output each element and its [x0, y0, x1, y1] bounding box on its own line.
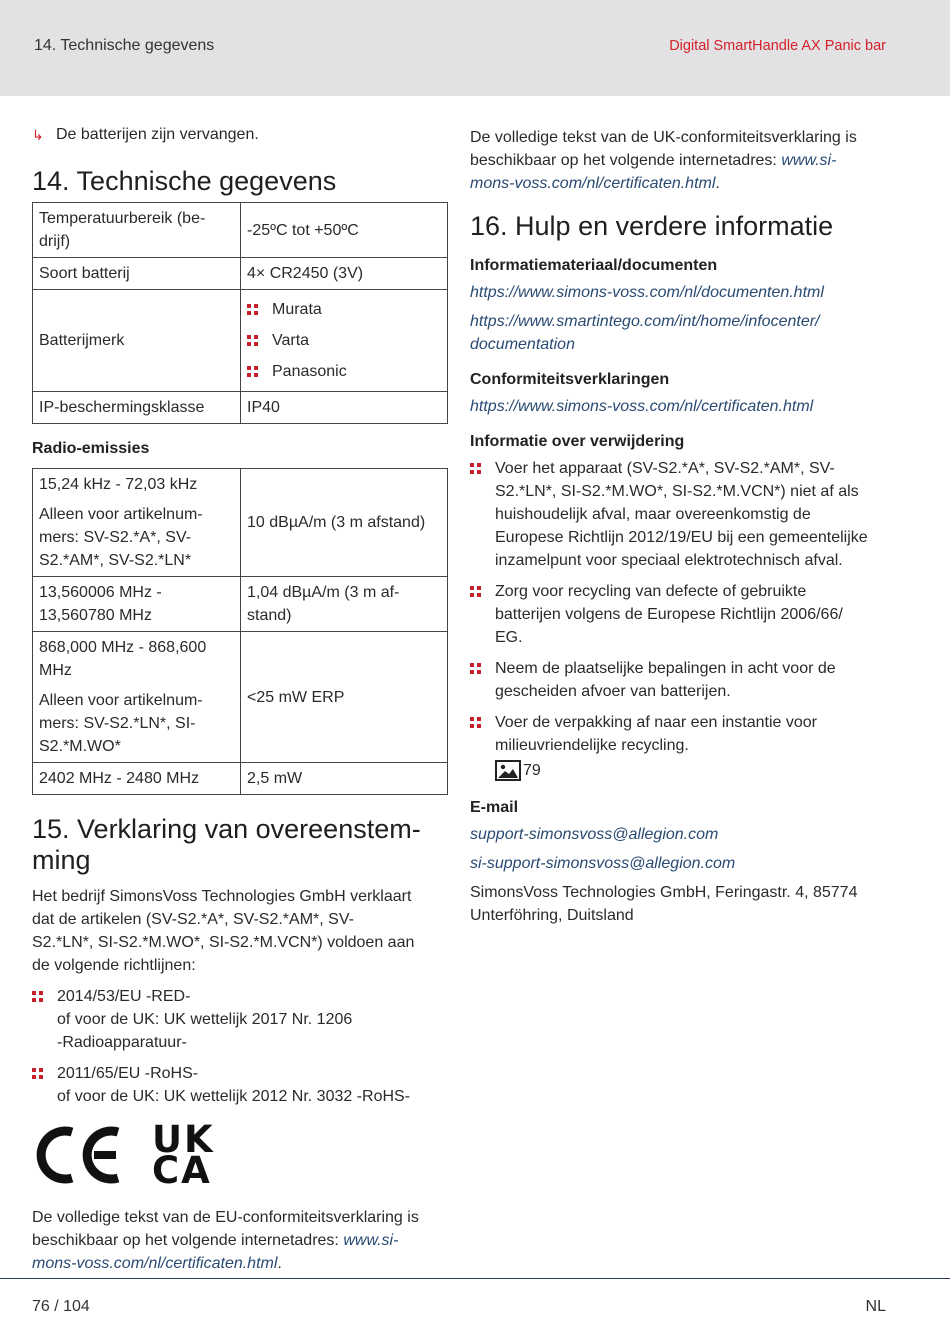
ukca-bottom: CA: [152, 1149, 212, 1192]
list-item: [247, 325, 441, 356]
image-reference-number: 79: [523, 762, 541, 779]
list-item: [247, 294, 441, 325]
image-reference[interactable]: [495, 759, 817, 782]
page-number: 76 / 104: [32, 1298, 90, 1315]
ce-mark-icon: [32, 1122, 124, 1188]
table-cell: 10 dBµA/m (3 m afstand): [241, 469, 448, 577]
text-line: 2014/53/EU -RED-: [57, 988, 191, 1005]
bullet-icon: [247, 335, 258, 346]
text-line: 2011/65/EU -RoHS-: [57, 1065, 199, 1082]
text-line: Neem de plaatselijke bepalingen in acht voor de: [495, 660, 836, 677]
list-item: [32, 1062, 448, 1108]
result-text: De batterijen zijn vervangen.: [56, 126, 259, 143]
eu-declaration-text: [32, 1206, 448, 1275]
header-product-name: Digital SmartHandle AX Panic bar: [669, 38, 886, 54]
table-row: [33, 392, 448, 424]
bullet-icon: [470, 463, 481, 474]
disposal-list: [470, 457, 890, 782]
table-cell: <25 mW ERP: [241, 632, 448, 763]
brand-name: Murata: [272, 301, 322, 318]
table-row: [33, 203, 448, 258]
radio-emissions-title: Radio-emissies: [32, 440, 150, 457]
article-note: Alleen voor artikelnum-: [39, 506, 203, 523]
table-row: [33, 258, 448, 290]
directive-list: [32, 985, 448, 1108]
table-cell: [241, 577, 448, 632]
list-item: [470, 657, 890, 703]
heading-help: 16. Hulp en verdere informatie: [470, 211, 834, 241]
page-header: [0, 0, 950, 96]
conformity-title: Conformiteitsverklaringen: [470, 371, 670, 388]
temp-label: Temperatuurbereik (be-: [39, 210, 206, 227]
article-note: S2.*M.WO*: [39, 738, 121, 755]
frequency-range: 13,560006 MHz -: [39, 584, 162, 601]
heading-technical-data: 14. Technische gegevens: [32, 166, 337, 196]
frequency-range: 868,000 MHz - 868,600: [39, 639, 207, 656]
text-line: S2.*LN*, SI-S2.*M.WO*, SI-S2.*M.VCN*) niet af als: [495, 483, 859, 500]
emission-value: 1,04 dBµA/m (3 m af-: [247, 584, 400, 601]
result-arrow-icon: ↳: [32, 126, 44, 143]
text-line: gescheiden afvoer van batterijen.: [495, 683, 731, 700]
table-row: [33, 469, 448, 577]
table-cell: [33, 632, 241, 763]
right-column: [470, 126, 890, 927]
table-cell: 4× CR2450 (3V): [241, 258, 448, 290]
si-support-email-link[interactable]: si-support-simonsvoss@allegion.com: [470, 855, 736, 872]
text-line: Voer de verpakking af naar een instantie voor: [495, 714, 817, 731]
text-line: S2.*LN*, SI-S2.*M.WO*, SI-S2.*M.VCN*) voldoen aan: [32, 934, 415, 951]
ukca-top: UK: [152, 1118, 215, 1161]
text-fragment: .: [277, 1255, 282, 1272]
text-line: De volledige tekst van de UK-conformiteitsverklaring is: [470, 129, 857, 146]
heading-line: ming: [32, 845, 91, 875]
text-line: dat de artikelen (SV-S2.*A*, SV-S2.*AM*, SV-: [32, 911, 354, 928]
table-cell: [33, 469, 241, 577]
text-line: Europese Richtlijn 2012/19/EU bij een gemeentelijke: [495, 529, 868, 546]
temp-label: drijf): [39, 233, 71, 250]
uk-declaration-text: [470, 126, 890, 195]
text-line: -Radioapparatuur-: [57, 1034, 187, 1051]
text-line: de volgende richtlijnen:: [32, 957, 196, 974]
text-fragment: beschikbaar op het volgende internetadres:: [470, 152, 782, 169]
disposal-title: Informatie over verwijdering: [470, 433, 685, 450]
infocenter-link[interactable]: https://www.smartintego.com/int/home/infocenter/: [470, 313, 820, 330]
table-row: [33, 290, 448, 392]
text-line: huishoudelijk afval, maar overeenkomstig de: [495, 506, 811, 523]
bullet-icon: [470, 586, 481, 597]
article-note: S2.*AM*, SV-S2.*LN*: [39, 552, 192, 569]
table-cell: Soort batterij: [33, 258, 241, 290]
text-line: batterijen volgens de Europese Richtlijn 2006/66/: [495, 606, 843, 623]
text-fragment: .: [715, 175, 720, 192]
text-line: [470, 149, 890, 172]
text-line: of voor de UK: UK wettelijk 2017 Nr. 1206: [57, 1011, 353, 1028]
text-line: of voor de UK: UK wettelijk 2012 Nr. 3032 -RoHS-: [57, 1088, 411, 1105]
footer-divider: [0, 1278, 950, 1279]
bullet-icon: [247, 366, 258, 377]
brand-name: Panasonic: [272, 363, 347, 380]
text-line: EG.: [495, 629, 523, 646]
bullet-icon: [32, 991, 43, 1002]
list-item: [470, 711, 890, 782]
article-note: Alleen voor artikelnum-: [39, 692, 203, 709]
uk-certificate-link[interactable]: mons-voss.com/nl/certificaten.html: [470, 175, 716, 192]
eu-certificate-link[interactable]: mons-voss.com/nl/certificaten.html: [32, 1255, 278, 1272]
result-line: [32, 126, 448, 144]
header-section-title: 14. Technische gegevens: [34, 37, 215, 54]
conformity-marks: [32, 1118, 448, 1192]
language-code: NL: [865, 1298, 886, 1315]
table-cell: IP-beschermingsklasse: [33, 392, 241, 424]
bullet-icon: [470, 717, 481, 728]
table-cell: IP40: [241, 392, 448, 424]
left-column: [32, 126, 448, 1275]
infocenter-link[interactable]: documentation: [470, 336, 575, 353]
table-cell: [33, 203, 241, 258]
text-line: [32, 1229, 448, 1252]
table-cell: [241, 290, 448, 392]
text-line: milieuvriendelijke recycling.: [495, 737, 689, 754]
frequency-range: 15,24 kHz - 72,03 kHz: [39, 476, 198, 493]
documents-link[interactable]: https://www.simons-voss.com/nl/documenten.html: [470, 284, 824, 301]
declaration-paragraph: [32, 885, 448, 977]
article-note: mers: SV-S2.*A*, SV-: [39, 529, 192, 546]
text-line: [470, 172, 890, 195]
eu-certificate-link[interactable]: www.si-: [343, 1232, 399, 1249]
text-line: [32, 1252, 448, 1275]
brand-list: [247, 294, 441, 387]
email-title: E-mail: [470, 799, 519, 816]
radio-emissions-table: [32, 468, 448, 795]
address-line: SimonsVoss Technologies GmbH, Feringastr. 4, 85774: [470, 884, 858, 901]
article-note: mers: SV-S2.*LN*, SI-: [39, 715, 196, 732]
table-row: [33, 577, 448, 632]
table-cell: [33, 577, 241, 632]
list-item: [247, 356, 441, 387]
table-cell: 2,5 mW: [241, 763, 448, 795]
text-line: Het bedrijf SimonsVoss Technologies GmbH verklaart: [32, 888, 412, 905]
bullet-icon: [470, 663, 481, 674]
text-line: Voer het apparaat (SV-S2.*A*, SV-S2.*AM*, SV-: [495, 460, 835, 477]
text-line: Zorg voor recycling van defecte of gebruikte: [495, 583, 807, 600]
uk-certificate-link[interactable]: www.si-: [781, 152, 837, 169]
list-item: [470, 457, 890, 572]
table-cell: 2402 MHz - 2480 MHz: [33, 763, 241, 795]
frequency-range: 13,560780 MHz: [39, 607, 152, 624]
address-line: Unterföhring, Duitsland: [470, 907, 634, 924]
support-email-link[interactable]: support-simonsvoss@allegion.com: [470, 826, 719, 843]
heading-declaration: [32, 814, 448, 876]
table-cell: Batterijmerk: [33, 290, 241, 392]
table-row: [33, 763, 448, 795]
ukca-mark-icon: [152, 1118, 215, 1192]
table-cell: -25ºC tot +50ºC: [241, 203, 448, 258]
text-line: inzamelpunt voor speciaal elektrotechnisch afval.: [495, 552, 843, 569]
frequency-range: MHz: [39, 662, 72, 679]
text-line: De volledige tekst van de EU-conformiteitsverklaring is: [32, 1209, 419, 1226]
list-item: [470, 580, 890, 649]
info-material-title: Informatiemateriaal/documenten: [470, 257, 718, 274]
image-icon: [495, 760, 521, 781]
emission-value: stand): [247, 607, 292, 624]
technical-data-table: [32, 202, 448, 424]
table-row: [33, 632, 448, 763]
certificates-link[interactable]: https://www.simons-voss.com/nl/certificaten.html: [470, 398, 814, 415]
heading-line: 15. Verklaring van overeenstem-: [32, 814, 421, 844]
bullet-icon: [247, 304, 258, 315]
text-fragment: beschikbaar op het volgende internetadres:: [32, 1232, 344, 1249]
brand-name: Varta: [272, 332, 310, 349]
bullet-icon: [32, 1068, 43, 1079]
list-item: [32, 985, 448, 1054]
